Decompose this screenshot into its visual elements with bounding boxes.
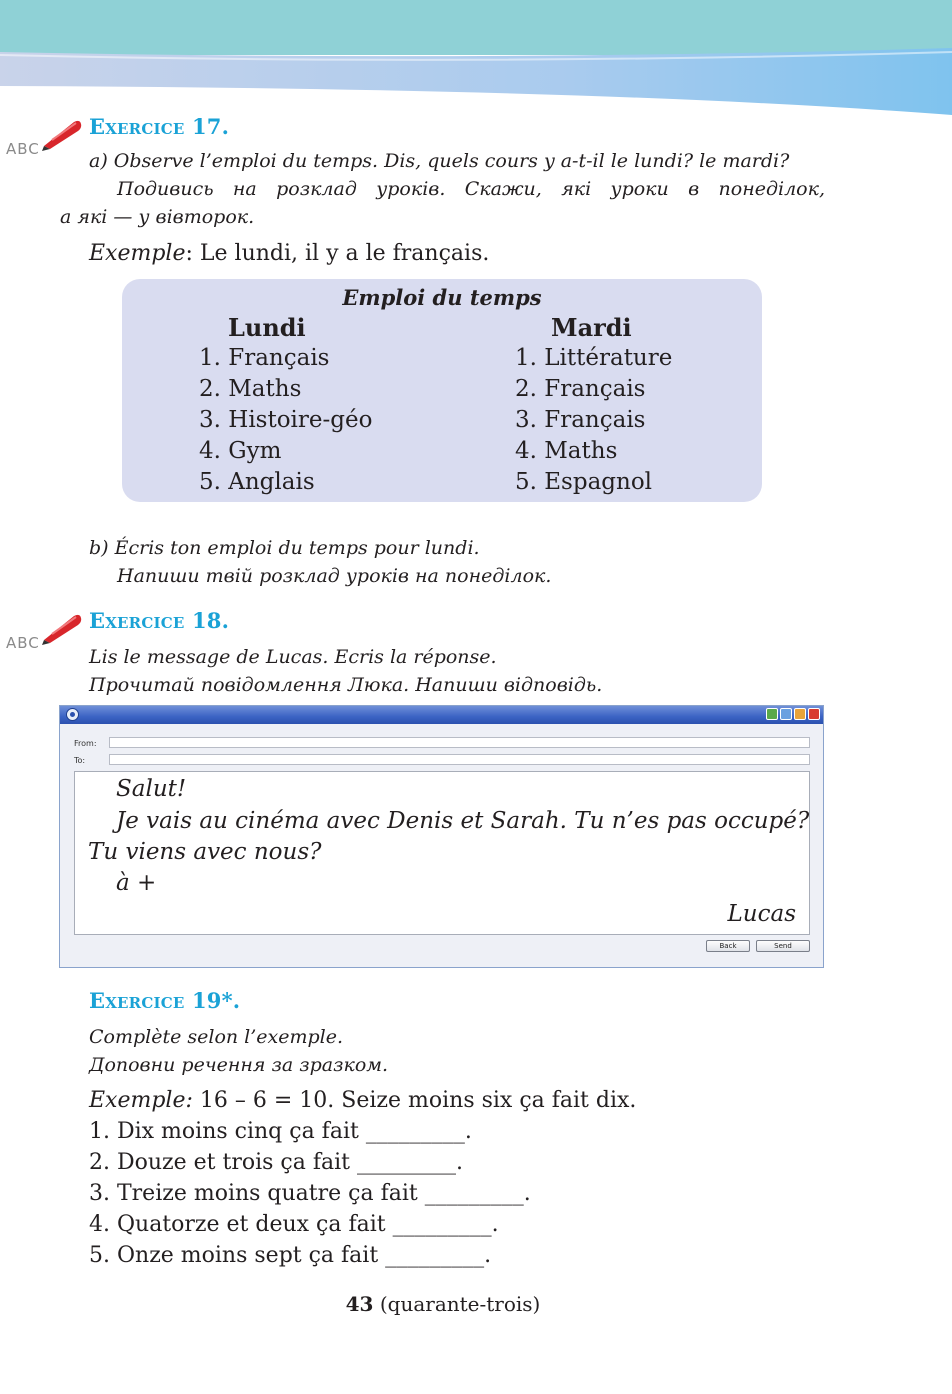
ex19-instruction-fr: Complète selon l’exemple. [89,1026,344,1048]
window-search-icon[interactable] [780,708,792,720]
ex18-instruction-uk: Прочитай повідомлення Люка. Напиши відповідь. [89,674,603,696]
ex19-item: 2. Douze et trois ça fait _________. [89,1150,463,1175]
ex19-instruction-uk: Доповни речення за зразком. [89,1054,389,1076]
page-number [0,1292,886,1316]
lesson-mardi: 4. Maths [515,438,618,464]
lesson-lundi: 2. Maths [199,376,302,402]
red-pen-icon [40,612,84,646]
ex17-instruction-fr: a) Observe l’emploi du temps. Dis, quels cours y a-t-il le lundi? le mardi? [89,150,790,172]
message-line: Tu viens avec nous? [88,839,322,865]
to-field[interactable] [109,754,810,765]
ex19-example [89,1088,636,1113]
ex17-instruction-uk-1: Подивись на розклад уроків. Скажи, які уроки в понеділок, [117,178,825,200]
ex17-b-fr: b) Écris ton emploi du temps pour lundi. [89,537,480,559]
exercise-17-title: Exercice 17. [89,114,230,139]
lesson-mardi: 3. Français [515,407,646,433]
page-number-words: (quarante-trois) [373,1292,541,1316]
ex17-example [89,241,489,266]
message-line: Je vais au cinéma avec Denis et Sarah. Tu n’es pas occupé? [116,808,810,834]
page-number-digits: 43 [345,1292,374,1316]
lesson-lundi: 1. Français [199,345,330,371]
message-line: à + [116,870,157,896]
from-field[interactable] [109,737,810,748]
send-button[interactable]: Send [756,940,810,952]
abc-pen-icon: ABC [6,118,82,162]
schedule-title: Emploi du temps [342,285,542,310]
from-label: From: [74,739,97,748]
lesson-lundi: 4. Gym [199,438,282,464]
window-edit-icon[interactable] [766,708,778,720]
lesson-mardi: 2. Français [515,376,646,402]
window-titlebar [60,706,823,724]
red-pen-icon [40,118,84,152]
ex19-item: 4. Quatorze et deux ça fait _________. [89,1212,499,1237]
message-signature: Lucas [727,901,796,927]
ex19-item: 5. Onze moins sept ça fait _________. [89,1243,492,1268]
back-button[interactable]: Back [706,940,750,952]
example-label: Exemple: [89,1088,193,1113]
exercise-18-title: Exercice 18. [89,608,230,633]
ex17-b-uk: Напиши твій розклад уроків на понеділок. [117,565,552,587]
abc-pen-icon: ABC [6,612,82,656]
message-line: Salut! [116,776,187,802]
to-label: To: [74,756,86,765]
example-label: Exemple [89,241,186,266]
lesson-mardi: 1. Littérature [515,345,673,371]
day-lundi: Lundi [228,313,306,342]
ex19-item: 1. Dix moins cinq ça fait _________. [89,1119,472,1144]
exercise-19-title: Exercice 19*. [89,988,241,1013]
message-body[interactable] [74,771,810,935]
header-band [0,0,952,115]
email-window [59,705,824,968]
lesson-lundi: 3. Histoire-géo [199,407,373,433]
day-mardi: Mardi [551,313,632,342]
window-close-icon[interactable] [808,708,820,720]
schedule-box [122,279,762,502]
ex17-instruction-uk-2: а які — у вівторок. [60,206,255,228]
ex18-instruction-fr: Lis le message de Lucas. Ecris la réponse. [89,646,497,668]
lesson-lundi: 5. Anglais [199,469,315,495]
example-text: : Le lundi, il y a le français. [185,241,490,266]
window-help-icon[interactable] [794,708,806,720]
lesson-mardi: 5. Espagnol [515,469,653,495]
app-logo-icon [66,708,79,721]
example-text: 16 – 6 = 10. Seize moins six ça fait dix. [192,1088,637,1113]
ex19-item: 3. Treize moins quatre ça fait _________. [89,1181,531,1206]
